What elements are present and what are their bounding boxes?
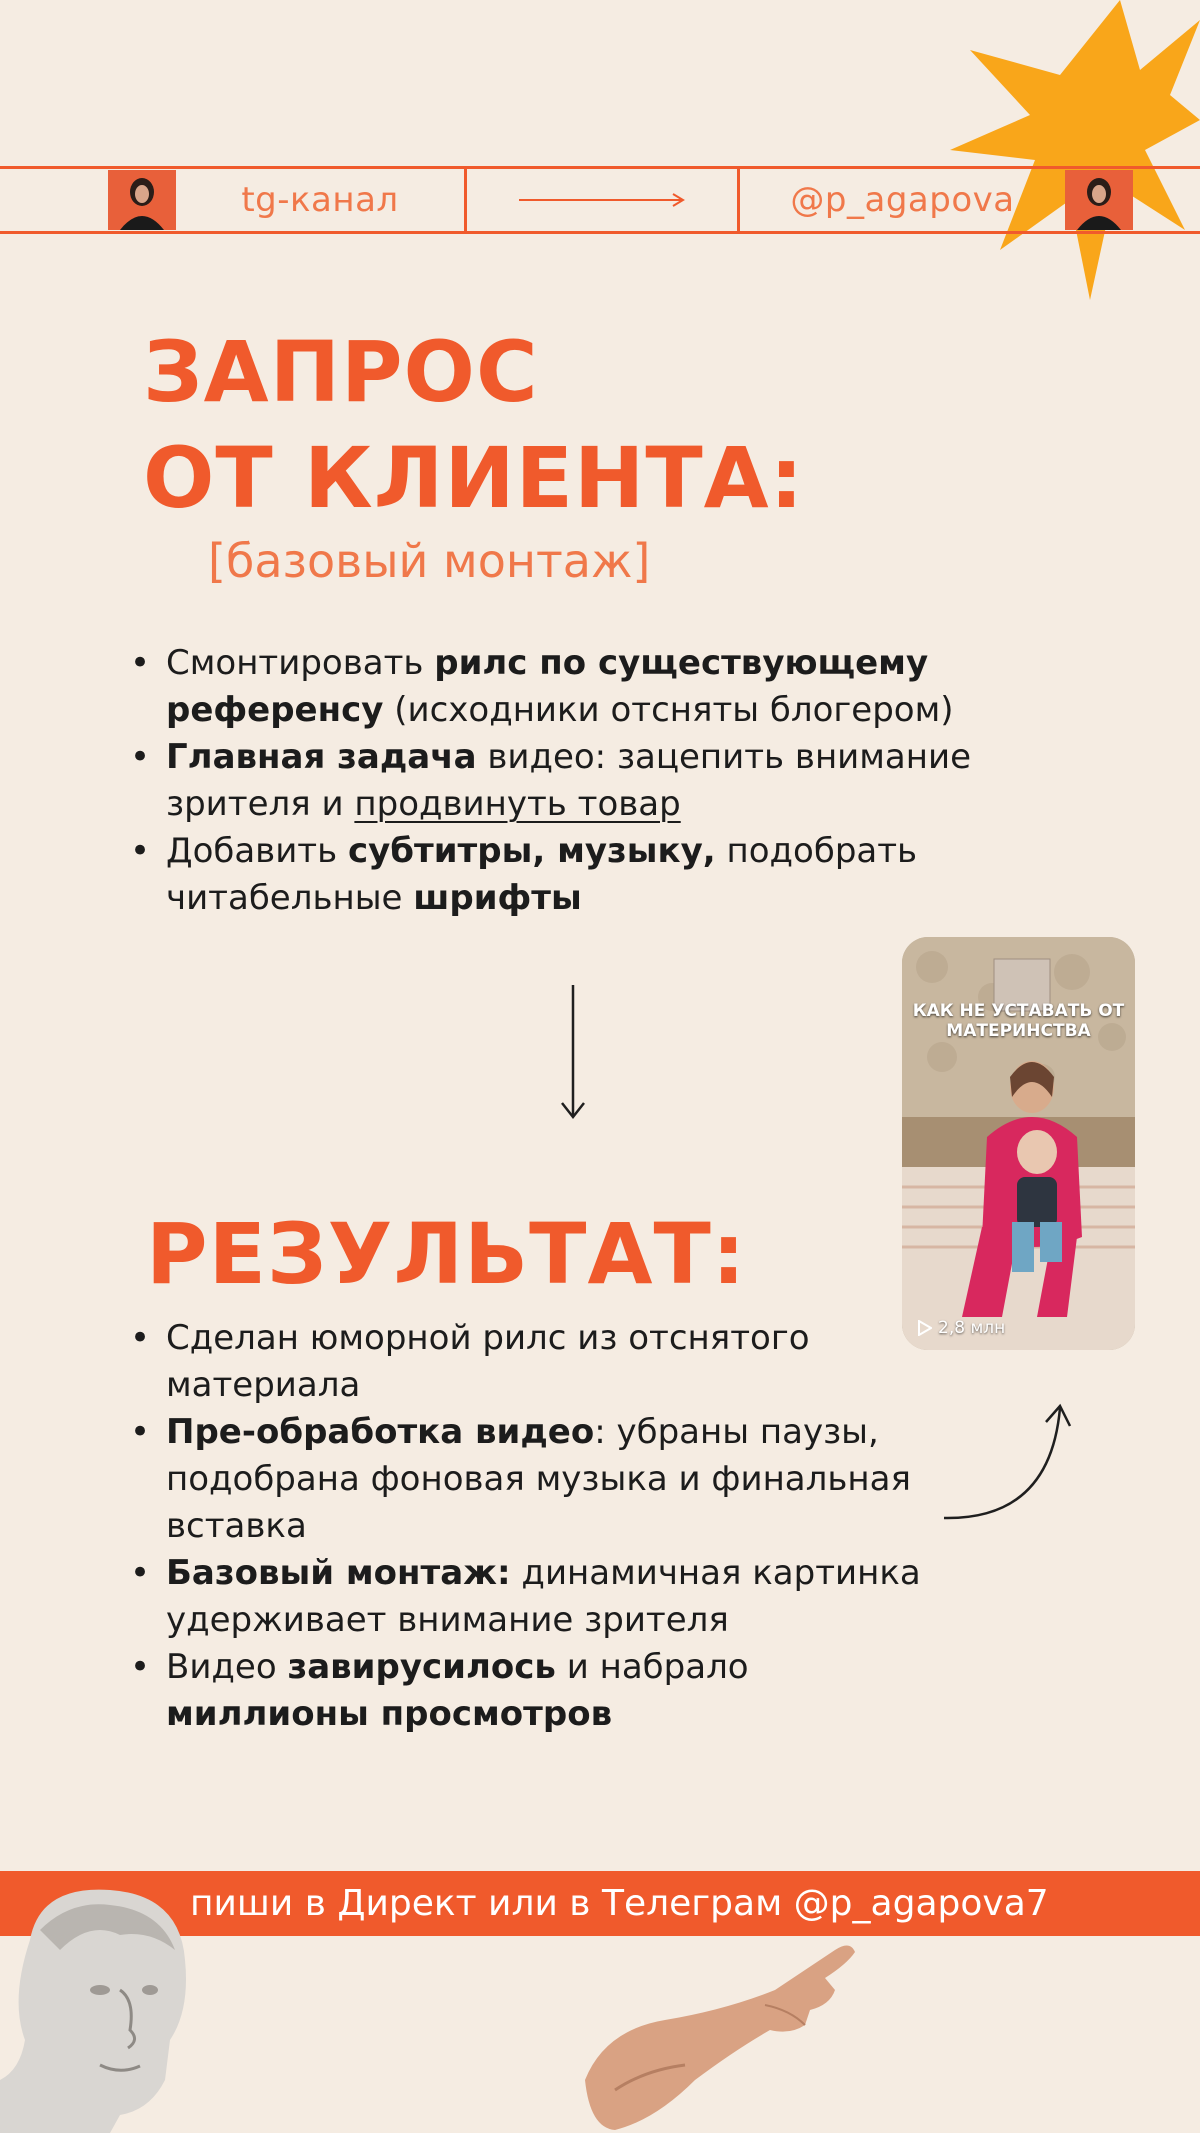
arrow-right-icon <box>517 192 687 208</box>
statue-head-icon <box>0 1880 220 2133</box>
curved-arrow-icon <box>940 1400 1075 1525</box>
list-item: • Добавить субтитры, музыку, подобрать читабельные шрифты <box>130 828 990 922</box>
request-title-line1: ЗАПРОС <box>143 323 539 421</box>
result-title: РЕЗУЛЬТАТ: <box>146 1205 747 1303</box>
list-item: • Сделан юморной рилс из отснятого материала <box>130 1315 950 1409</box>
video-views: 2,8 млн <box>918 1318 1005 1338</box>
channel-handle[interactable]: @p_agapova <box>790 180 1015 220</box>
list-item: • Главная задача видео: зацепить внимание зрителя и продвинуть товар <box>130 734 990 828</box>
list-item: • Базовый монтаж: динамичная картинка удерживает внимание зрителя <box>130 1550 950 1644</box>
sun-decoration-icon <box>940 0 1200 310</box>
footer-cta-text[interactable]: пиши в Директ или в Телеграм @p_agapova7 <box>190 1883 1049 1924</box>
tg-channel-label[interactable]: tg-канал <box>241 180 399 220</box>
video-thumbnail[interactable] <box>902 937 1135 1350</box>
avatar-right <box>1065 170 1133 230</box>
request-subtitle: [базовый монтаж] <box>208 534 651 588</box>
request-list <box>130 640 990 922</box>
request-title-line2: ОТ КЛИЕНТА: <box>143 429 805 527</box>
arrow-down-icon <box>560 985 586 1121</box>
result-list <box>130 1315 950 1738</box>
video-caption: КАК НЕ УСТАВАТЬ ОТ МАТЕРИНСТВА <box>912 1001 1125 1041</box>
list-item: • Смонтировать рилс по существующему референсу (исходники отсняты блогером) <box>130 640 990 734</box>
avatar-left <box>108 170 176 230</box>
video-scene-icon <box>902 937 1135 1350</box>
pointing-hand-icon <box>585 1930 870 2133</box>
list-item: • Пре-обработка видео: убраны паузы, подобрана фоновая музыка и финальная вставка <box>130 1409 950 1550</box>
header-band <box>0 166 1200 234</box>
list-item: • Видео завирусилось и набрало миллионы просмотров <box>130 1644 950 1738</box>
